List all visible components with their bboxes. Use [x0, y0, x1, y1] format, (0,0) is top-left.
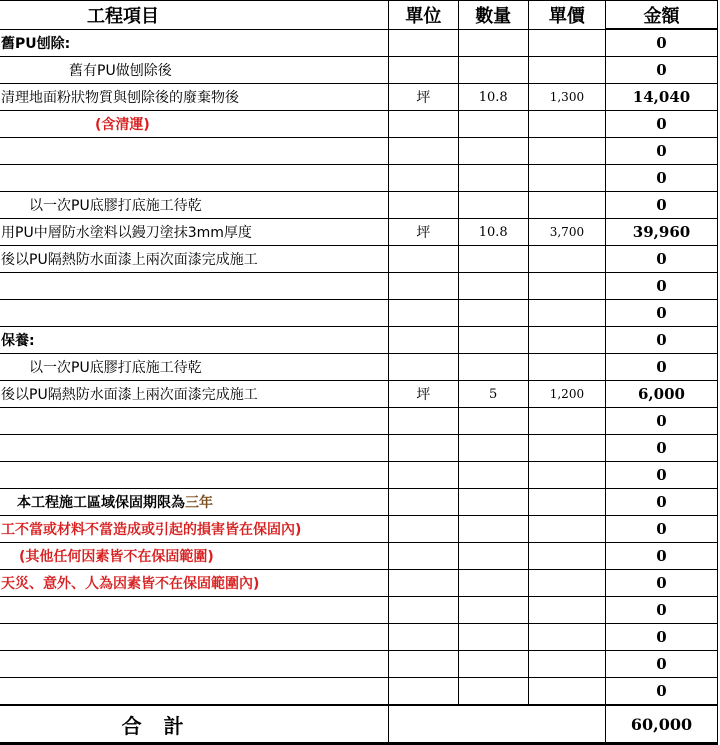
header-unit: 單位	[389, 1, 458, 30]
cell-unit	[389, 57, 458, 84]
table-row	[0, 219, 718, 246]
header-quantity: 數量	[458, 1, 528, 30]
cell-amount: 0	[606, 138, 718, 165]
cell-item	[0, 138, 389, 165]
table-row	[0, 678, 718, 706]
cell-quantity	[458, 29, 528, 57]
item-text: (其他任何因素皆不在保固範圍)	[19, 549, 214, 565]
cell-quantity	[458, 435, 528, 462]
cell-amount: 0	[606, 354, 718, 381]
table-row	[0, 543, 718, 570]
cell-amount: 0	[606, 111, 718, 138]
cell-unit-price	[528, 651, 605, 678]
cell-amount: 0	[606, 543, 718, 570]
warranty-period-highlight: 三年	[185, 495, 213, 511]
cell-unit	[389, 408, 458, 435]
cell-unit	[389, 165, 458, 192]
cell-item	[0, 192, 389, 219]
cell-unit-price	[528, 29, 605, 57]
table-row	[0, 651, 718, 678]
item-text: 保養:	[1, 333, 35, 349]
cell-amount: 6,000	[606, 381, 718, 408]
cell-unit	[389, 138, 458, 165]
cell-unit	[389, 354, 458, 381]
cell-unit-price	[528, 570, 605, 597]
cell-item	[0, 84, 389, 111]
cell-quantity	[458, 192, 528, 219]
cell-quantity	[458, 138, 528, 165]
cell-quantity	[458, 408, 528, 435]
cell-item	[0, 678, 389, 706]
cell-item	[0, 516, 389, 543]
cell-item	[0, 624, 389, 651]
table-row	[0, 462, 718, 489]
cell-item	[0, 273, 389, 300]
cell-item	[0, 462, 389, 489]
cell-amount: 0	[606, 462, 718, 489]
header-unit-price: 單價	[528, 1, 605, 30]
table-row	[0, 29, 718, 57]
cell-quantity	[458, 111, 528, 138]
cell-unit: 坪	[389, 84, 458, 111]
item-text: 天災、意外、人為因素皆不在保固範圍內)	[1, 576, 260, 592]
cell-item	[0, 408, 389, 435]
cell-item	[0, 489, 389, 516]
item-text: (含清運)	[95, 117, 150, 133]
cell-item	[0, 300, 389, 327]
total-row	[0, 705, 718, 744]
cell-quantity	[458, 57, 528, 84]
cell-quantity	[458, 489, 528, 516]
cell-unit-price	[528, 489, 605, 516]
cell-quantity	[458, 597, 528, 624]
cell-unit	[389, 273, 458, 300]
cell-amount: 0	[606, 678, 718, 706]
cell-quantity	[458, 570, 528, 597]
cell-unit-price	[528, 678, 605, 706]
cell-amount: 0	[606, 651, 718, 678]
table-row	[0, 327, 718, 354]
table-row	[0, 111, 718, 138]
cell-unit	[389, 543, 458, 570]
table-row	[0, 84, 718, 111]
cell-item	[0, 597, 389, 624]
item-text: 以一次PU底膠打底施工待乾	[29, 198, 202, 214]
table-row	[0, 597, 718, 624]
table-row	[0, 435, 718, 462]
cell-unit-price	[528, 246, 605, 273]
item-text: 工不當或材料不當造成或引起的損害皆在保固內)	[1, 522, 302, 538]
cell-unit-price	[528, 273, 605, 300]
cell-unit-price	[528, 597, 605, 624]
item-text: 用PU中層防水塗料以鏝刀塗抹3mm厚度	[1, 225, 252, 241]
table-row	[0, 381, 718, 408]
cell-unit	[389, 597, 458, 624]
cell-item	[0, 570, 389, 597]
cell-quantity	[458, 651, 528, 678]
cell-unit	[389, 327, 458, 354]
cell-amount: 0	[606, 300, 718, 327]
table-row	[0, 192, 718, 219]
table-row	[0, 273, 718, 300]
cell-unit	[389, 624, 458, 651]
cell-amount: 0	[606, 408, 718, 435]
cell-unit	[389, 678, 458, 706]
cell-unit	[389, 192, 458, 219]
cell-amount: 0	[606, 570, 718, 597]
cell-unit-price	[528, 462, 605, 489]
cell-unit-price	[528, 354, 605, 381]
cell-unit-price	[528, 300, 605, 327]
cell-quantity	[458, 462, 528, 489]
cell-amount: 0	[606, 489, 718, 516]
cell-unit-price	[528, 516, 605, 543]
item-text: 舊有PU做刨除後	[69, 63, 172, 79]
header-amount: 金額	[606, 1, 718, 30]
cell-item	[0, 327, 389, 354]
table-row	[0, 408, 718, 435]
cell-item	[0, 381, 389, 408]
table-row	[0, 570, 718, 597]
cell-unit	[389, 651, 458, 678]
cell-unit	[389, 111, 458, 138]
cell-unit-price	[528, 138, 605, 165]
cell-quantity	[458, 678, 528, 706]
cell-amount: 0	[606, 165, 718, 192]
cell-unit: 坪	[389, 381, 458, 408]
cell-amount: 0	[606, 597, 718, 624]
cell-amount: 0	[606, 192, 718, 219]
cell-unit-price	[528, 165, 605, 192]
table-row	[0, 57, 718, 84]
cell-amount: 0	[606, 57, 718, 84]
cell-unit	[389, 570, 458, 597]
cell-unit	[389, 29, 458, 57]
cell-unit	[389, 435, 458, 462]
cell-unit-price	[528, 624, 605, 651]
cell-quantity: 10.8	[458, 219, 528, 246]
table-row	[0, 516, 718, 543]
item-text: 本工程施工區域保固期限為	[17, 495, 185, 511]
cell-item	[0, 29, 389, 57]
cell-quantity	[458, 246, 528, 273]
cell-unit-price	[528, 408, 605, 435]
cell-unit	[389, 516, 458, 543]
cell-quantity	[458, 624, 528, 651]
table-row	[0, 354, 718, 381]
cell-item	[0, 435, 389, 462]
table-row	[0, 300, 718, 327]
total-amount: 60,000	[606, 705, 718, 744]
cell-unit	[389, 300, 458, 327]
table-header-row	[0, 1, 718, 30]
cell-unit	[389, 489, 458, 516]
cell-quantity	[458, 516, 528, 543]
cell-amount: 14,040	[606, 84, 718, 111]
cell-unit	[389, 462, 458, 489]
cell-item	[0, 354, 389, 381]
cell-quantity	[458, 327, 528, 354]
table-row	[0, 138, 718, 165]
cell-item	[0, 57, 389, 84]
cell-unit: 坪	[389, 219, 458, 246]
cell-item	[0, 219, 389, 246]
cell-unit	[389, 246, 458, 273]
cell-unit-price	[528, 57, 605, 84]
item-text: 後以PU隔熱防水面漆上兩次面漆完成施工	[1, 387, 258, 403]
total-label: 合計	[0, 705, 389, 744]
cell-amount: 0	[606, 273, 718, 300]
cell-item	[0, 165, 389, 192]
cell-item	[0, 543, 389, 570]
cell-item	[0, 111, 389, 138]
cell-quantity	[458, 300, 528, 327]
cell-quantity	[458, 273, 528, 300]
cell-amount: 0	[606, 435, 718, 462]
table-row	[0, 246, 718, 273]
cell-unit-price: 1,300	[528, 84, 605, 111]
cell-amount: 0	[606, 29, 718, 57]
cell-unit-price	[528, 327, 605, 354]
cell-quantity: 10.8	[458, 84, 528, 111]
cell-unit-price: 3,700	[528, 219, 605, 246]
cell-amount: 0	[606, 246, 718, 273]
item-text: 清理地面粉狀物質與刨除後的廢棄物後	[1, 90, 239, 106]
item-text: 後以PU隔熱防水面漆上兩次面漆完成施工	[1, 252, 258, 268]
cell-unit-price	[528, 111, 605, 138]
cell-unit-price: 1,200	[528, 381, 605, 408]
cell-item	[0, 246, 389, 273]
cell-amount: 0	[606, 516, 718, 543]
cell-item	[0, 651, 389, 678]
cell-amount: 0	[606, 624, 718, 651]
table-row	[0, 489, 718, 516]
table-row	[0, 624, 718, 651]
item-text: 舊PU刨除:	[1, 35, 71, 52]
cell-unit-price	[528, 543, 605, 570]
cell-quantity	[458, 165, 528, 192]
cell-quantity: 5	[458, 381, 528, 408]
total-spacer	[389, 705, 606, 744]
cell-amount: 0	[606, 327, 718, 354]
table-row	[0, 165, 718, 192]
item-text: 以一次PU底膠打底施工待乾	[29, 360, 202, 376]
cell-amount: 39,960	[606, 219, 718, 246]
cell-quantity	[458, 354, 528, 381]
header-item: 工程項目	[0, 1, 389, 30]
cell-unit-price	[528, 435, 605, 462]
cell-quantity	[458, 543, 528, 570]
cell-unit-price	[528, 192, 605, 219]
